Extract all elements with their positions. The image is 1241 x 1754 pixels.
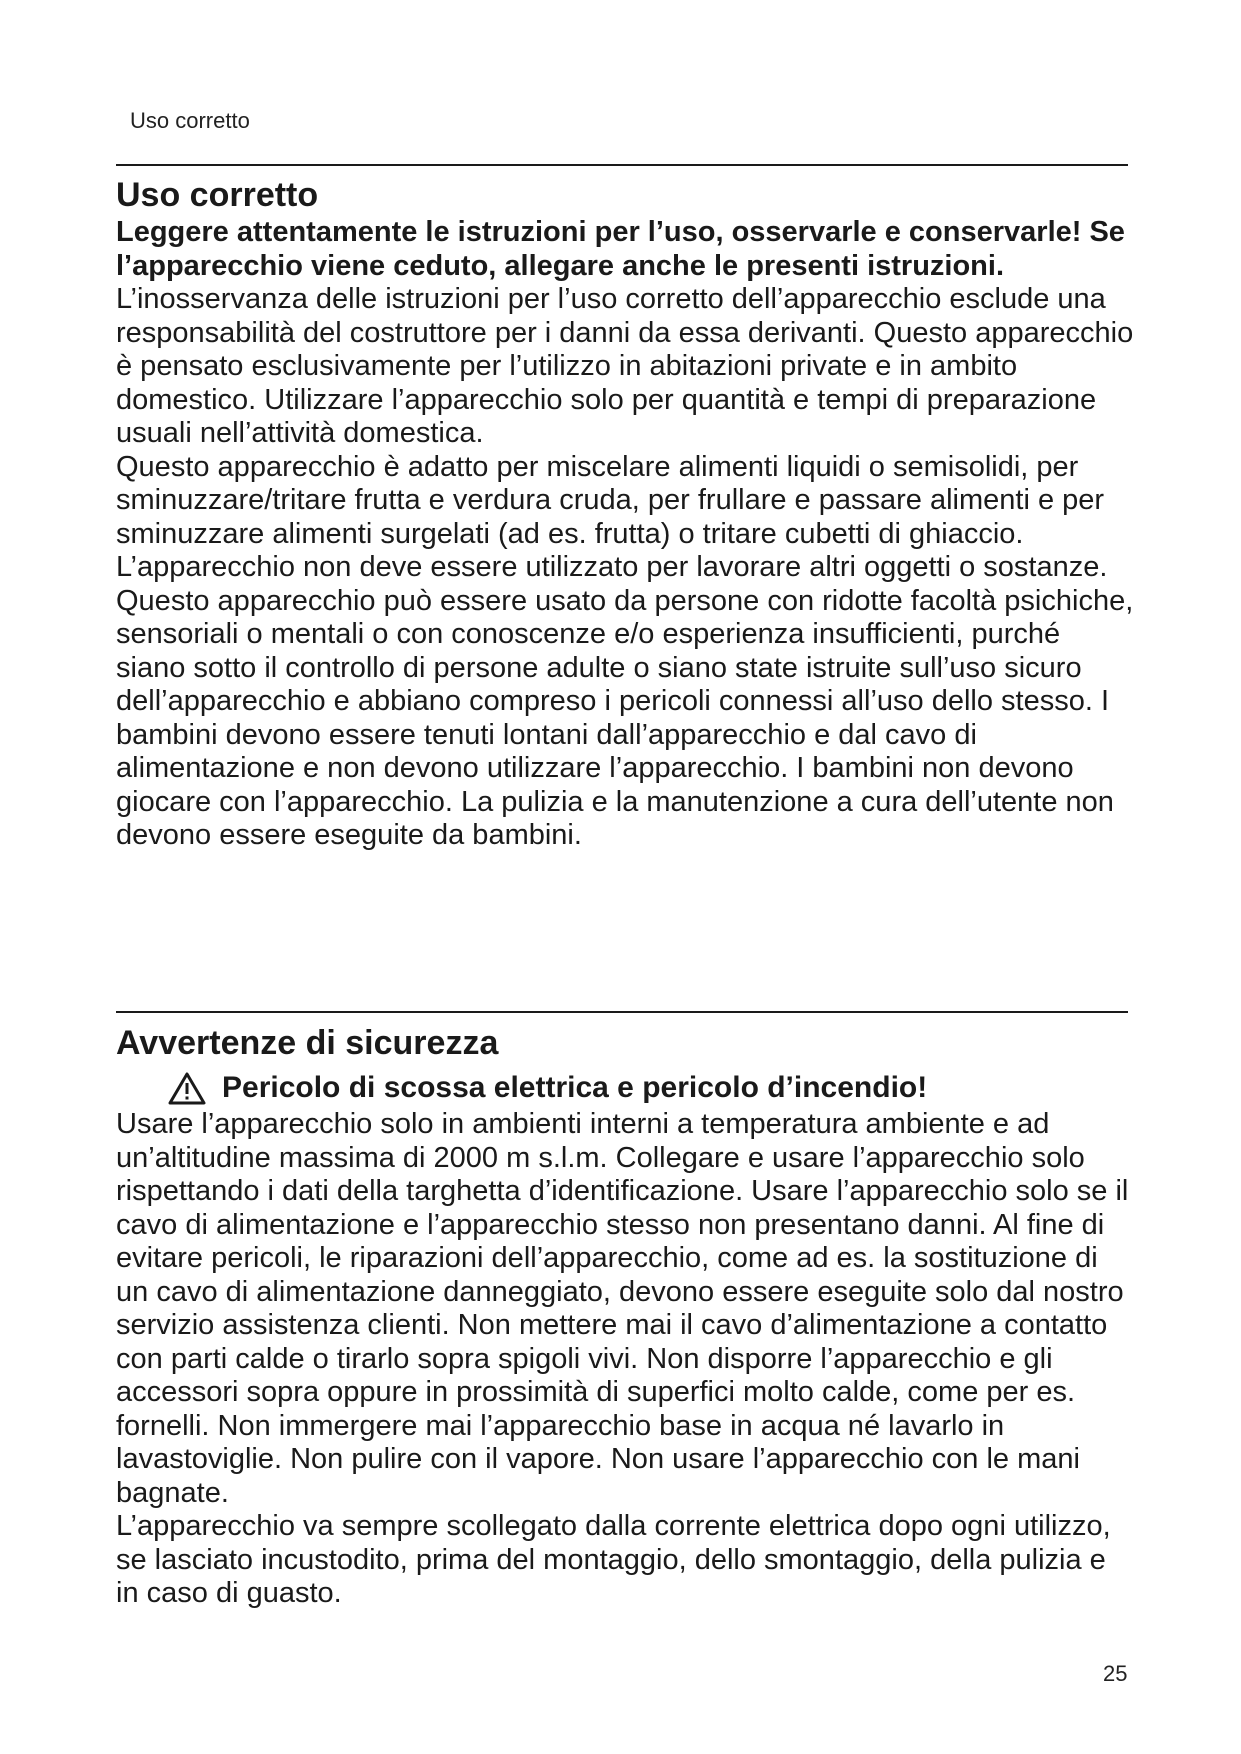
section-divider-top [116,164,1128,166]
paragraph-intended-use: Questo apparecchio è adatto per miscelare alimenti liquidi o semisolidi, per sminuzzare/tritare frutta e verdura cruda, per frullare e passare alimenti e per sminuzzare alimenti surgelati (ad es. frutta) o tritare cubetti di ghiaccio. L’apparecchio non deve essere utilizzato per lavorare altri oggetti o sostanze. [116,450,1108,583]
hazard-warning-text: Pericolo di scossa elettrica e pericolo d’incendio! [222,1071,928,1104]
paragraph-disconnect: L’apparecchio va sempre scollegato dalla corrente elettrica dopo ogni utilizzo, se lasciato incustodito, prima del montaggio, dello smontaggio, della pulizia e in caso di guasto. [116,1510,1111,1609]
page-number: 25 [1103,1661,1128,1686]
section-uso-corretto [116,174,1136,853]
running-header: Uso corretto [130,108,250,133]
section-title-uso-corretto: Uso corretto [116,176,319,214]
paragraph-persons-children: Questo apparecchio può essere usato da persone con ridotte facoltà psichiche, sensoriali o mentali o con conoscenze e/o esperienza insufficienti, purché siano sotto il controllo di persone adulte o siano state istruite sull’uso sicuro dell’apparecchio e abbiano compreso i pericoli connessi all’uso dello stesso. I bambini devono essere tenuti lontani dall’apparecchio e dal cavo di alimentazione e non devono utilizzare l’apparecchio. I bambini non devono giocare con l’apparecchio. La pulizia e la manutenzione a cura dell’utente non devono essere eseguite da bambini. [116,584,1134,851]
paragraph-liability: L’inosservanza delle istruzioni per l’uso corretto dell’apparecchio esclude una responsabilità del costruttore per i danni da essa derivanti. Questo apparecchio è pensato esclusivamente per l’utilizzo in abitazioni private e in ambito domestico. Utilizzare l’apparecchio solo per quantità e tempi di preparazione usuali nell’attività domestica. [116,283,1134,449]
section-avvertenze-sicurezza [116,1022,1136,1611]
section-title-avvertenze: Avvertenze di sicurezza [116,1024,499,1062]
paragraph-safety-usage: Usare l’apparecchio solo in ambienti interni a temperatura ambiente e ad un’altitudine massima di 2000 m s.l.m. Collegare e usare l’apparecchio solo rispettando i dati della targhetta d’identificazione. Usare l’apparecchio solo se il cavo di alimentazione e l’apparecchio stesso non presentano danni. Al fine di evitare pericoli, le riparazioni dell’apparecchio, come ad es. la sostituzione di un cavo di alimentazione danneggiato, devono essere eseguite solo dal nostro servizio assistenza clienti. Non mettere mai il cavo d’alimentazione a contatto con parti calde o tirarlo sopra spigoli vivi. Non disporre l’apparecchio e gli accessori sopra oppure in prossimità di superfici molto calde, come per es. fornelli. Non immergere mai l’apparecchio base in acqua né lavarlo in lavastoviglie. Non pulire con il vapore. Non usare l’apparecchio con le mani bagnate. [116,1108,1129,1509]
warning-triangle-icon [168,1071,206,1105]
section-divider-safety [116,1011,1128,1013]
lead-warning-text: Leggere attentamente le istruzioni per l’uso, osservarle e conservarle! Se l’apparecchio viene ceduto, allegare anche le presenti istruzioni. [116,216,1125,282]
hazard-warning [168,1068,1136,1108]
